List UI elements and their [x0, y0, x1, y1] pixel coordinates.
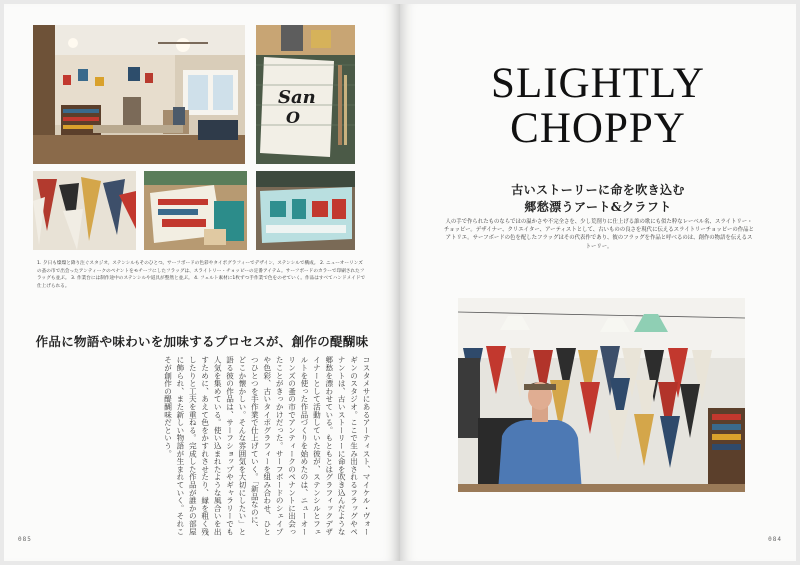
page-number-left: 085	[18, 536, 32, 543]
lead-paragraph: 人の手で作られたものならではの温かさや不完全さを、少し荒削りに仕上げる誰の歌にも似た粋なレーベル名、スライトリー・チョッピー。デザイナー、クリエイター、アーティストとして、古いものの良さを現代に伝えるスライトリーチョッピーの作品とアトリエ。サーフボードの色を配したフラッグはその代表作であり、彼のフラッグを作品と呼べるのは、創作の物語を伝えるストーリー。	[444, 219, 754, 250]
headline-line-2: 郷愁漂うアート&クラフト	[524, 200, 672, 214]
svg-text:O: O	[286, 108, 300, 127]
title-line-1: SLIGHTLY	[491, 60, 705, 107]
page-number-right: 084	[768, 536, 782, 543]
photo-stencil-logo	[256, 25, 355, 164]
left-page	[4, 4, 400, 561]
photo-caption: 1. 夕日も燦燦と降り注ぐスタジオ。ステンシルもそのひとつ。サーフボードの色彩やタイポグラフィーでデザイン、ステンシルで構成。 2. ニューオーリンズの蚤の市で出会ったアンティークのペナントをモチーフにしたフラッグは、スライトリー・チョッピーの定番アイテム。サーフボードのカラーで印刷されたフラッグも並ぶ。 3. 作業台には制作途中のステンシルや道具が整然と並ぶ。 4. フェルト素材に1枚ずつ手作業で色をのせていく。作品はすべてハンドメイドで仕上げられる。	[37, 261, 366, 289]
svg-text:San: San	[278, 87, 316, 108]
title-line-2: CHOPPY	[510, 105, 686, 152]
photo-flag-printing	[144, 171, 247, 250]
photo-artist-portrait	[458, 298, 745, 492]
photo-pennants-closeup	[33, 171, 136, 250]
headline-line-1: 古いストーリーに命を吹き込む	[511, 183, 685, 197]
photo-stencil-table	[256, 171, 355, 250]
photo-studio-interior	[33, 25, 245, 164]
section-subhead: 作品に物語や味わいを加味するプロセスが、創作の醍醐味	[35, 334, 369, 349]
body-text-vertical: コスタメサにあるアーティスト、マイケル・ヴォーギンのスタジオ。ここで生み出されるフラッグやペナントは、古いストーリーに命を吹き込んだような郷愁を漂わせている。もともとはグラフィックデザイナーとして活動していた彼が、ステンシルとフェルトを使った作品づくりを始めたのは、ニューオーリンズの蚤の市でアンティークのペナントに出会ったことがきっかけだった。サーフボードのシェイプや色彩、古いタイポグラフィーを組み合わせ、ひとつひとつを手作業で仕上げていく。「新品なのに、どこか懐かしい。そんな雰囲気を大切にしたい」と語る彼の作品は、サーフショップやギャラリーでも人気を集めている。使い込まれたような風合いを出すために、あえて色をかすれさせたり、縁を粗く残したりと工夫を重ねる。完成した作品が誰かの部屋に飾られ、また新しい物語が生まれていく。それこそが創作の醍醐味だという。	[163, 356, 371, 536]
right-page	[400, 4, 796, 561]
